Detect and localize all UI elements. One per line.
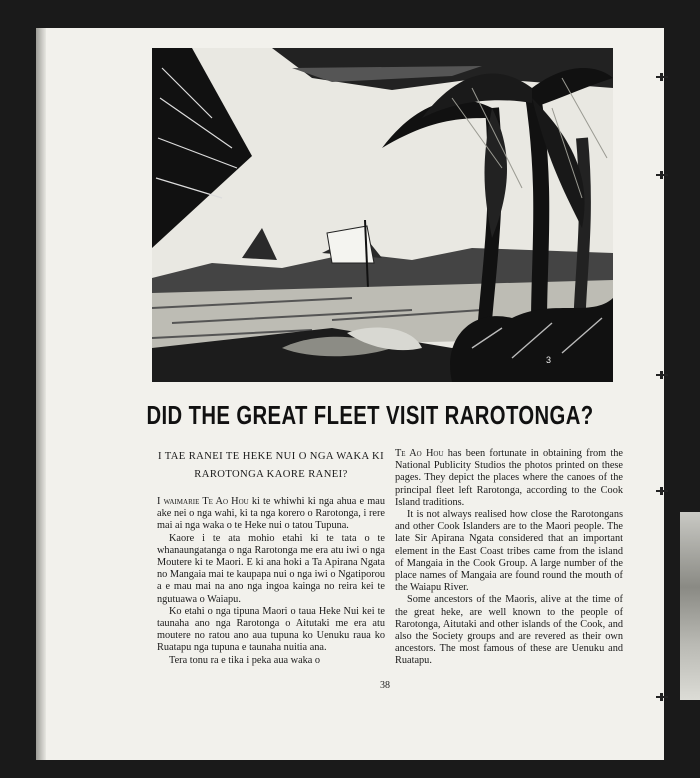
paragraph <box>395 448 623 509</box>
paragraph-text: has been fortunate in obtaining from the National Publicity Studios the photos printed on these pages. They depict the places where the canoes of the principal fleet left Rarotonga, according to the Cook Island traditions. <box>395 448 623 508</box>
illustration-mark: 3 <box>546 355 552 365</box>
paragraph <box>157 655 385 667</box>
binding-mark <box>656 490 668 492</box>
paragraph-text: Ko etahi o nga tipuna Maori o taua Heke Nui kei te taunaha ano nga Rarotonga o Aitutaki me era atu moutere no ratou ano aua tupuna ko Uenuku raua ko Ruatapu nga tupuna e taunaha nuitia ana. <box>157 605 385 654</box>
paragraph <box>157 606 385 655</box>
english-column <box>395 448 623 668</box>
paragraph-text: Some ancestors of the Maoris, alive at the time of the great heke, are well known to the people of Rarotonga, Aitutaki and other islands of the Cook, and also the Society groups and are revered as their own ancestors. The most famous of these are Uenuku and Ruatapu. <box>395 594 623 667</box>
page-number: 38 <box>380 680 390 691</box>
article-title: DID THE GREAT FLEET VISIT RAROTONGA? <box>146 400 594 430</box>
paragraph <box>157 496 385 533</box>
page-gutter <box>36 28 46 760</box>
paragraph-lead: Te Ao Hou <box>395 448 444 459</box>
paragraph-text: Kaore i te ata mohio etahi ki te tata o te whanaungatanga o nga Rarotonga me era atu iwi o nga Moutere ki te Maori. E ki ana hoki a Ta Apirana Ngata no Mangaia mai te kaupapa nui o nga iwi o Ngatiporou a e mau mai na ano nga ingoa kainga no reira kei te ngutuawa o Waiapu. <box>157 532 385 605</box>
binding-mark <box>656 76 668 78</box>
paragraph-text: Tera tonu ra e tika i peka aua waka o <box>169 654 321 666</box>
paragraph-text: It is not always realised how close the Rarotongans and other Cook Islanders are to the Maori people. The late Sir Apirana Ngata considered that an important element in the East Coast tribes came from the island of Mangaia in the Cook Group. A large number of the place names of Mangaia are found round the mouth of the Waiapu River. <box>395 509 623 594</box>
paragraph-lead: I waimarie Te Ao Hou <box>157 496 249 507</box>
paragraph-text: ki te whiwhi ki nga ahua e mau ake nei o nga wahi, ki ta nga korero o Rarotonga, i rere mai ai nga waka o te Heke nui o tatou Tupuna. <box>157 496 385 532</box>
adjacent-page-photo-edge <box>680 512 700 700</box>
woodcut-illustration <box>152 48 613 382</box>
binding-mark <box>656 374 668 376</box>
paragraph <box>395 509 623 594</box>
paragraph <box>157 533 385 606</box>
paragraph <box>395 594 623 667</box>
maori-column <box>157 448 385 667</box>
maori-subtitle: I TAE RANEI TE HEKE NUI O NGA WAKA KI RAROTONGA KAORE RANEI? <box>157 451 385 480</box>
binding-mark <box>656 696 668 698</box>
binding-mark <box>656 174 668 176</box>
